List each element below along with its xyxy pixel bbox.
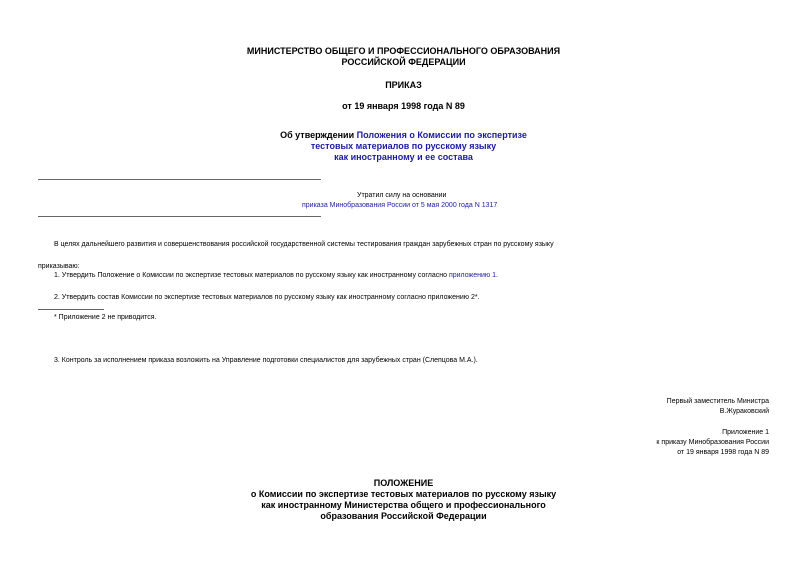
appendix-ref-line3: от 19 января 1998 года N 89 <box>677 449 769 456</box>
order-item-1 <box>54 271 498 280</box>
order-item-1-text: 1. Утвердить Положение о Комиссии по экспертизе тестовых материалов по русскому языку как иностранному согласно <box>54 272 449 279</box>
status-divider-bottom <box>38 216 321 217</box>
regulation-subtitle-line1: о Комиссии по экспертизе тестовых материалов по русскому языку <box>250 489 557 499</box>
document-type: ПРИКАЗ <box>385 80 422 90</box>
appendix-1-link[interactable]: приложению 1 <box>448 272 496 279</box>
document-title-line1 <box>0 130 807 141</box>
signatory-name: В.Жураковский <box>719 408 769 415</box>
appendix-ref-line1: Приложение 1 <box>722 429 769 436</box>
regulation-link-line1[interactable]: Положения о Комиссии по экспертизе <box>356 130 527 140</box>
order-item-3: 3. Контроль за исполнением приказа возложить на Управление подготовки специалистов для зарубежных стран (Слепцова М.А.). <box>54 357 478 364</box>
regulation-link-line2[interactable]: тестовых материалов по русскому языку <box>310 141 497 151</box>
status-divider-top <box>38 179 321 180</box>
order-item-2: 2. Утвердить состав Комиссии по экспертизе тестовых материалов по русскому языку как иностранному согласно приложению 2*. <box>54 294 480 301</box>
intro-paragraph: В целях дальнейшего развития и совершенствования российской государственной системы тестирования граждан зарубежных стран по русскому языку <box>54 241 554 248</box>
repeal-order-link[interactable]: приказа Минобразования России от 5 мая 2000 года N 1317 <box>302 202 498 209</box>
appendix-ref-line2: к приказу Минобразования России <box>656 439 769 446</box>
signatory-position: Первый заместитель Министра <box>666 398 769 405</box>
order-item-1-end: . <box>495 272 498 279</box>
ministry-name-line2: РОССИЙСКОЙ ФЕДЕРАЦИИ <box>341 57 466 67</box>
title-prefix: Об утверждении <box>280 130 357 140</box>
regulation-title: ПОЛОЖЕНИЕ <box>373 478 434 488</box>
order-word: приказываю: <box>38 263 80 270</box>
footnote-divider <box>38 309 104 310</box>
ministry-name-line1: МИНИСТЕРСТВО ОБЩЕГО И ПРОФЕССИОНАЛЬНОГО ОБРАЗОВАНИЯ <box>246 46 561 56</box>
document-date: от 19 января 1998 года N 89 <box>342 101 465 111</box>
regulation-subtitle-line3: образования Российской Федерации <box>320 511 487 521</box>
status-note-text: Утратил силу на основании <box>357 192 447 199</box>
regulation-subtitle-line2: как иностранному Министерства общего и профессионального <box>261 500 546 510</box>
footnote: * Приложение 2 не приводится. <box>54 314 157 321</box>
regulation-link-line3[interactable]: как иностранному и ее состава <box>334 152 473 162</box>
